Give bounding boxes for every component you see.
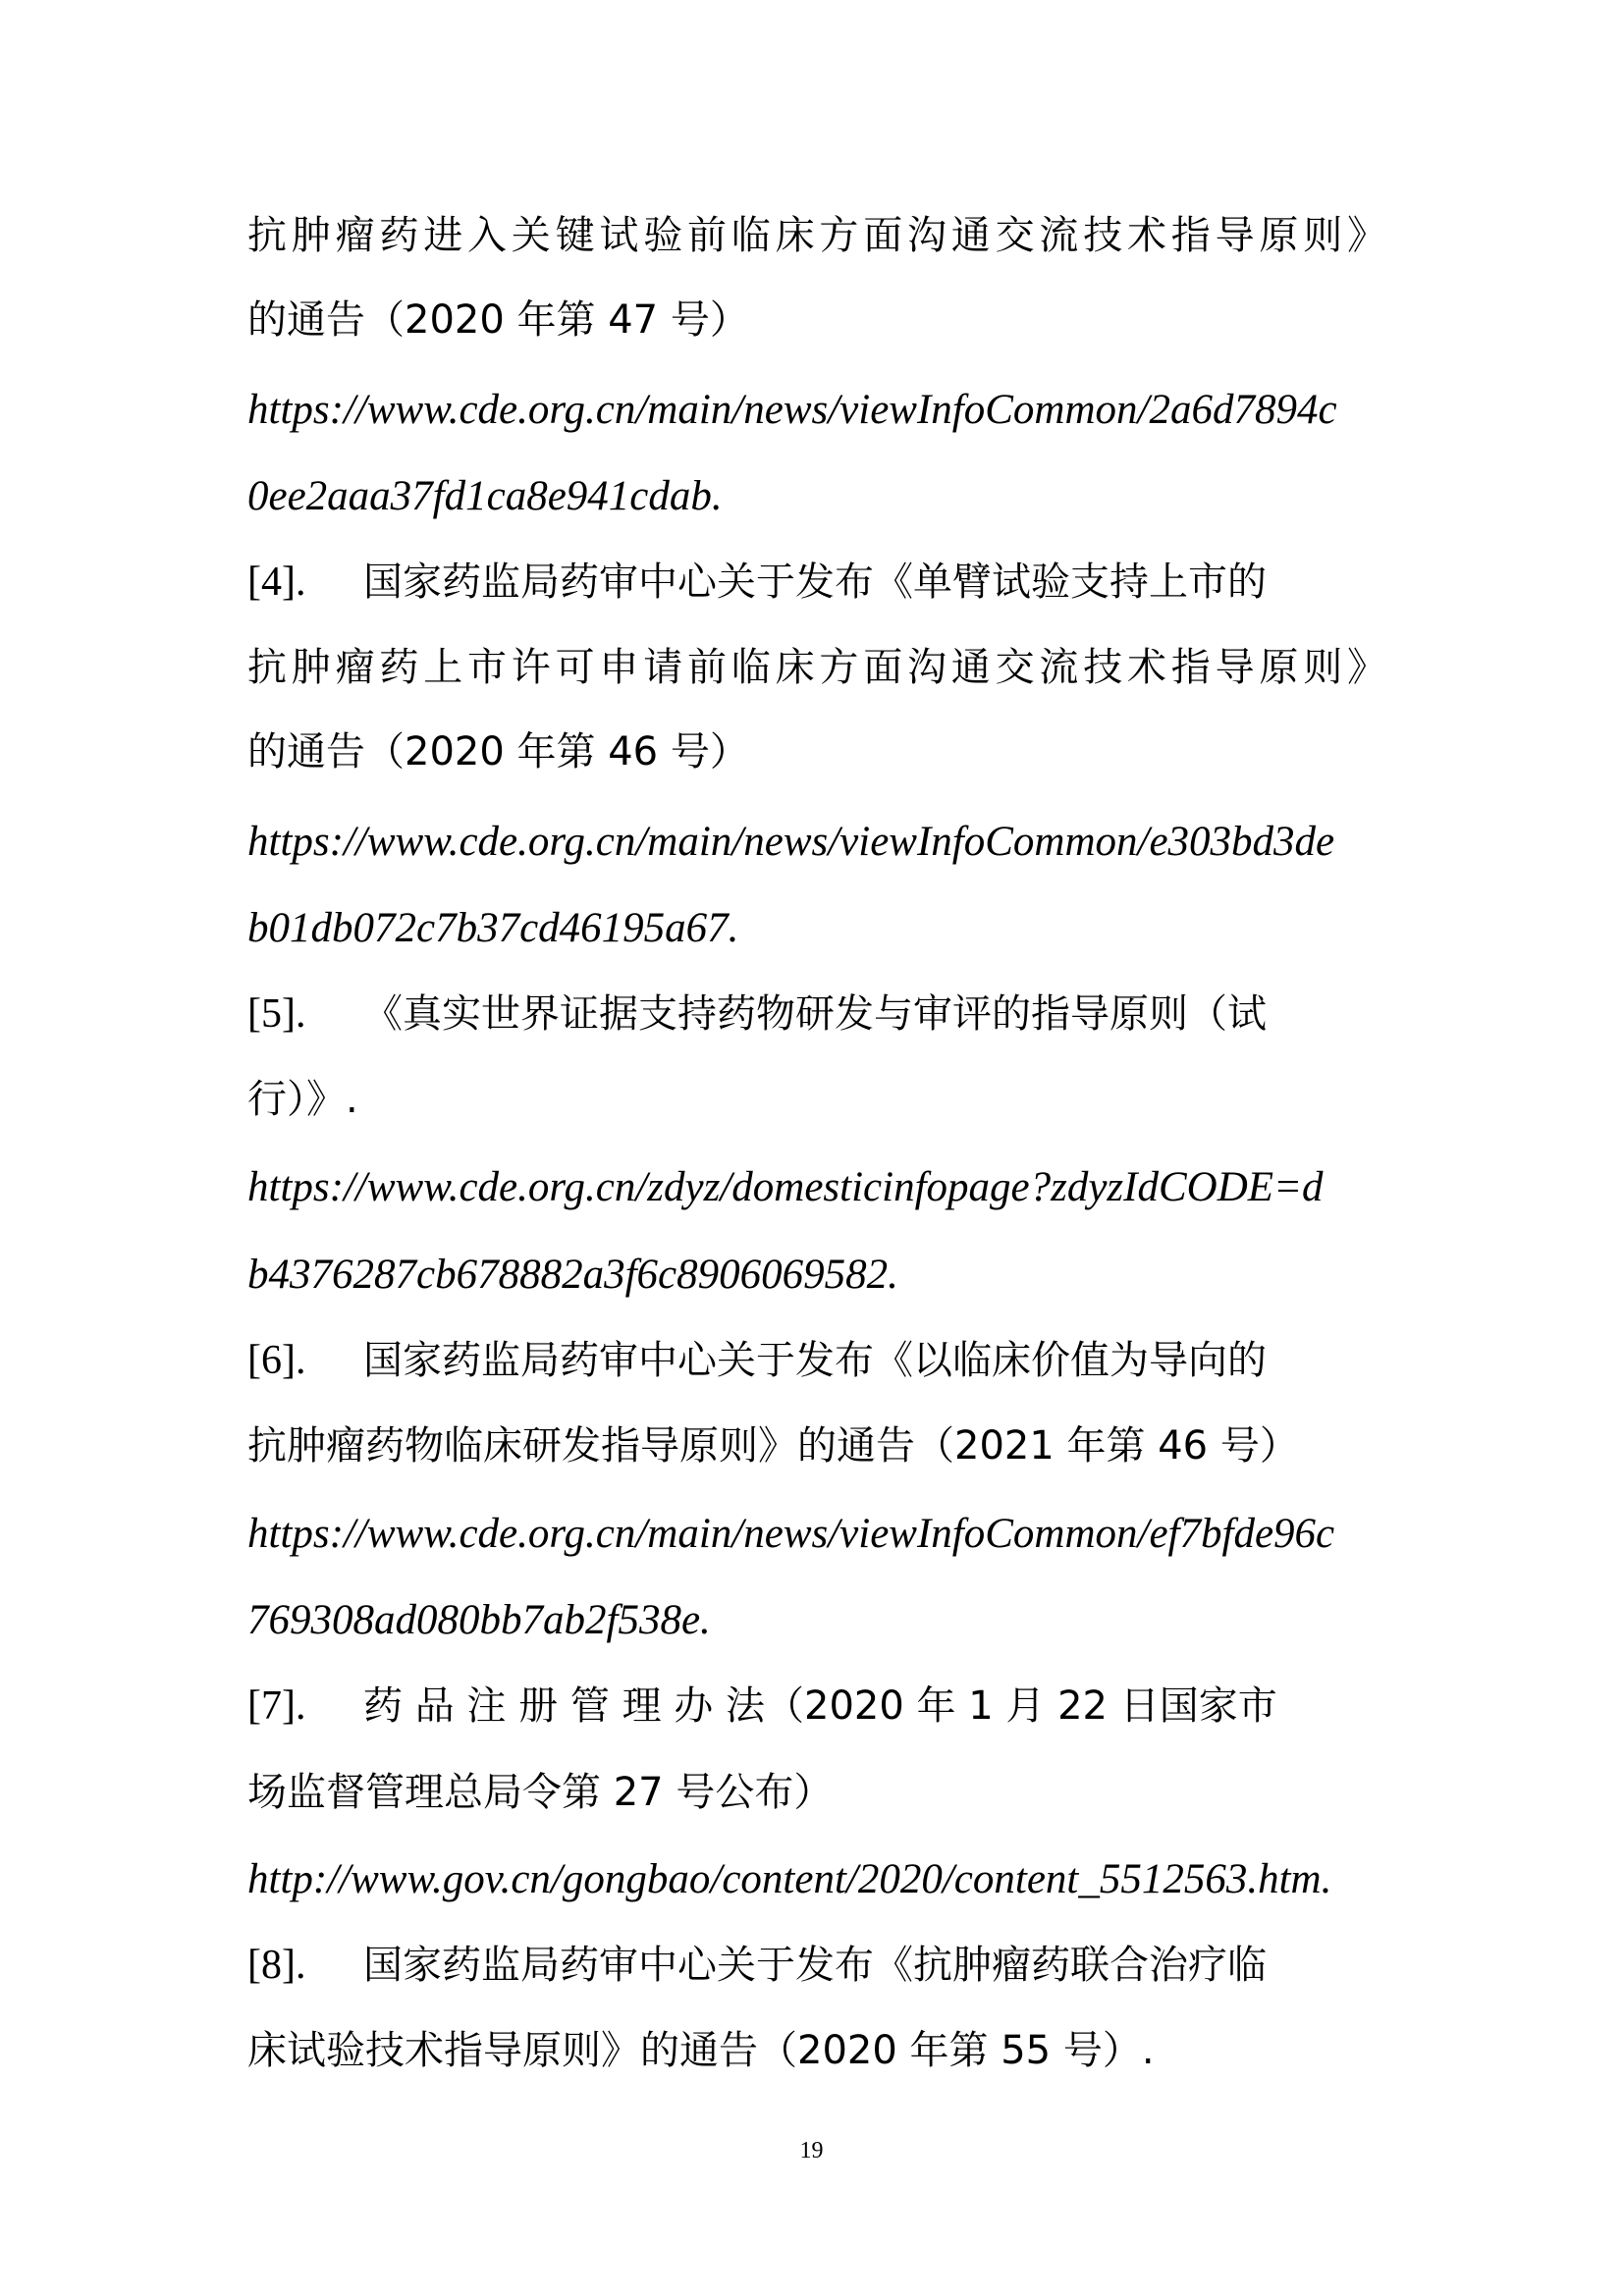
ref-6-url-line-1[interactable]: https://www.cde.org.cn/main/news/viewInfoCommon/ef7bfde96c [247,1511,1335,1557]
ref-6-title-line-1: 国家药监局药审中心关于发布《以临床价值为导向的 [363,1338,1267,1383]
ref-3-url-line-2[interactable]: 0ee2aaa37fd1ca8e941cdab. [247,473,723,519]
ref-7-title-line-2: 场监督管理总局令第 27 号公布） [247,1770,834,1815]
ref-7-title-line-1: 药 品 注 册 管 理 办 法（2020 年 1 月 22 日国家市 [363,1683,1277,1729]
ref-3-title-line-3: 的通告（2020 年第 47 号） [247,297,749,343]
ref-5-number: [5]. [247,991,306,1037]
ref-3-title-line-2: 抗肿瘤药进入关键试验前临床方面沟通交流技术指导原则》 [247,213,1386,258]
page-number: 19 [799,2138,824,2163]
ref-5-title-line-1: 《真实世界证据支持药物研发与审评的指导原则（试 [363,991,1267,1037]
ref-8-entry-line-1 [247,1936,1267,1995]
ref-4-title-line-1: 国家药监局药审中心关于发布《单臂试验支持上市的 [363,560,1267,605]
ref-4-url-line-2[interactable]: b01db072c7b37cd46195a67. [247,905,739,951]
ref-8-title-line-1: 国家药监局药审中心关于发布《抗肿瘤药联合治疗临 [363,1943,1267,1988]
ref-4-title-line-2: 抗肿瘤药上市许可申请前临床方面沟通交流技术指导原则》 [247,645,1386,690]
ref-6-number: [6]. [247,1338,306,1383]
ref-6-entry-line-1 [247,1331,1267,1390]
ref-7-url[interactable]: http://www.gov.cn/gongbao/content/2020/content_5512563.htm. [247,1856,1332,1902]
ref-3-url-line-1[interactable]: https://www.cde.org.cn/main/news/viewInfoCommon/2a6d7894c [247,387,1337,433]
ref-4-entry-line-1 [247,553,1267,612]
ref-4-url-line-1[interactable]: https://www.cde.org.cn/main/news/viewInfoCommon/e303bd3de [247,819,1335,865]
ref-8-title-line-2: 床试验技术指导原则》的通告（2020 年第 55 号）. [247,2028,1155,2073]
ref-5-title-line-2: 行）》. [247,1077,358,1122]
ref-4-number: [4]. [247,560,306,605]
ref-7-entry-line-1 [247,1677,1277,1735]
ref-7-number: [7]. [247,1683,306,1729]
ref-5-entry-line-1 [247,985,1267,1043]
ref-8-number: [8]. [247,1943,306,1988]
ref-6-url-line-2[interactable]: 769308ad080bb7ab2f538e. [247,1597,711,1643]
ref-5-url-line-2[interactable]: b4376287cb678882a3f6c8906069582. [247,1252,898,1298]
ref-5-url-line-1[interactable]: https://www.cde.org.cn/zdyz/domesticinfopage?zdyzIdCODE=d [247,1164,1324,1210]
ref-4-title-line-3: 的通告（2020 年第 46 号） [247,729,749,774]
ref-6-title-line-2: 抗肿瘤药物临床研发指导原则》的通告（2021 年第 46 号） [247,1423,1299,1468]
